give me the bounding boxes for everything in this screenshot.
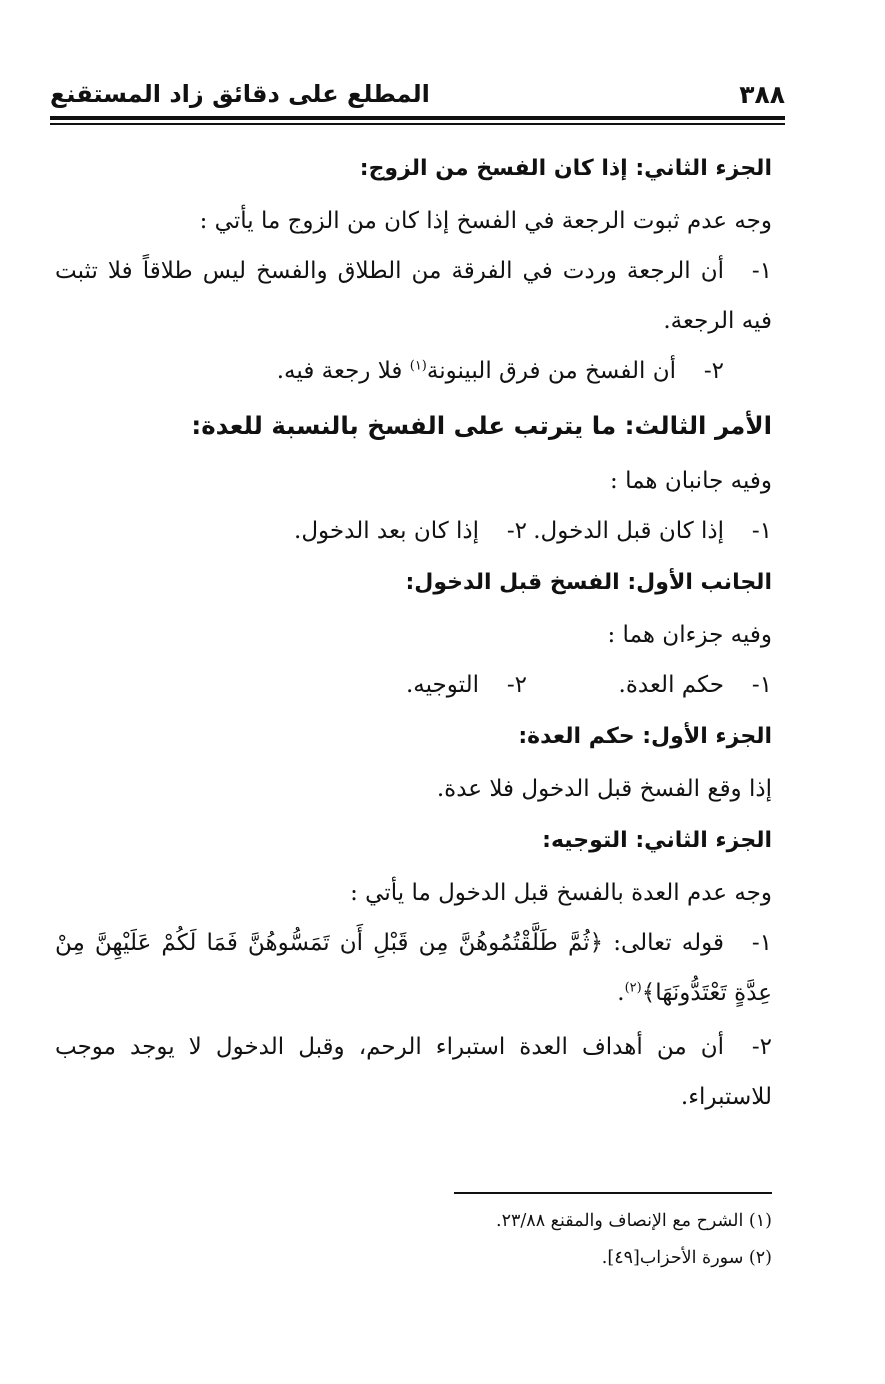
list-text: التوجيه. — [405, 672, 479, 698]
footnote-separator — [454, 1192, 772, 1194]
paragraph: وجه عدم ثبوت الرجعة في الفسخ إذا كان من الزوج ما يأتي : — [199, 208, 772, 234]
page-number: ٣٨٨ — [739, 79, 785, 109]
list-item — [527, 660, 772, 710]
paragraph: إذا وقع الفسخ قبل الدخول فلا عدة. — [436, 776, 772, 802]
list-number: ١- — [751, 518, 772, 544]
list-item — [55, 346, 772, 396]
list-number: ٢- — [506, 518, 527, 544]
list-text: أن الفسخ من فرق البينونة — [426, 358, 676, 384]
list-number: ٢- — [506, 672, 527, 698]
list-item — [55, 246, 772, 346]
list-item — [527, 506, 772, 556]
page-header — [50, 72, 785, 116]
page-body — [55, 142, 772, 1122]
paragraph: وجه عدم العدة بالفسخ قبل الدخول ما يأتي : — [350, 880, 772, 906]
list-number: ١- — [751, 258, 772, 284]
list-number: ٢- — [751, 1034, 772, 1060]
paragraph: وفيه جزءان هما : — [607, 622, 772, 648]
list-text: فلا رجعة فيه. — [276, 358, 410, 384]
list-item — [55, 1022, 772, 1122]
list-item — [406, 660, 527, 710]
footnote: (٢) سورة الأحزاب[٤٩]. — [601, 1248, 772, 1268]
two-column-list — [55, 660, 772, 710]
list-text: إذا كان بعد الدخول. — [294, 518, 479, 544]
list-text: قوله تعالى: — [603, 930, 724, 956]
list-item — [294, 506, 527, 556]
main-heading: الأمر الثالث: ما يترتب على الفسخ بالنسبة للعدة: — [191, 411, 772, 440]
list-item — [55, 918, 772, 1018]
footnote-ref: (٢) — [624, 980, 642, 996]
list-number: ١- — [751, 930, 772, 956]
quran-verse: ﴿ثُمَّ طَلَّقْتُمُوهُنَّ مِن قَبْلِ أَن تَمَسُّوهُنَّ فَمَا لَكُمْ عَلَيْهِنَّ مِنْ عِدَّةٍ تَعْتَدُّونَهَا﴾ — [55, 930, 772, 1006]
section-heading: الجزء الثاني: إذا كان الفسخ من الزوج: — [359, 156, 772, 181]
section-heading: الجزء الثاني: التوجيه: — [542, 828, 772, 853]
book-title: المطلع على دقائق زاد المستقنع — [50, 80, 430, 108]
two-column-list — [55, 506, 772, 556]
list-number: ١- — [751, 672, 772, 698]
list-text: أن الرجعة وردت في الفرقة من الطلاق والفسخ ليس طلاقاً فلا تثبت فيه الرجعة. — [55, 258, 772, 334]
footnote-ref: (١) — [409, 358, 427, 374]
list-text: إذا كان قبل الدخول. — [533, 518, 724, 544]
list-number: ٢- — [703, 358, 724, 384]
footnote: (١) الشرح مع الإنصاف والمقنع ٢٣/٨٨. — [496, 1211, 772, 1231]
list-text: . — [617, 980, 625, 1006]
section-heading: الجانب الأول: الفسخ قبل الدخول: — [405, 570, 772, 595]
list-text: حكم العدة. — [618, 672, 724, 698]
footnotes — [55, 1203, 772, 1277]
header-rule-thick — [50, 116, 785, 120]
list-text: أن من أهداف العدة استبراء الرحم، وقبل الدخول لا يوجد موجب للاستبراء. — [55, 1034, 772, 1110]
header-rule-thin — [50, 123, 785, 125]
paragraph: وفيه جانبان هما : — [610, 468, 772, 494]
section-heading: الجزء الأول: حكم العدة: — [518, 724, 772, 749]
